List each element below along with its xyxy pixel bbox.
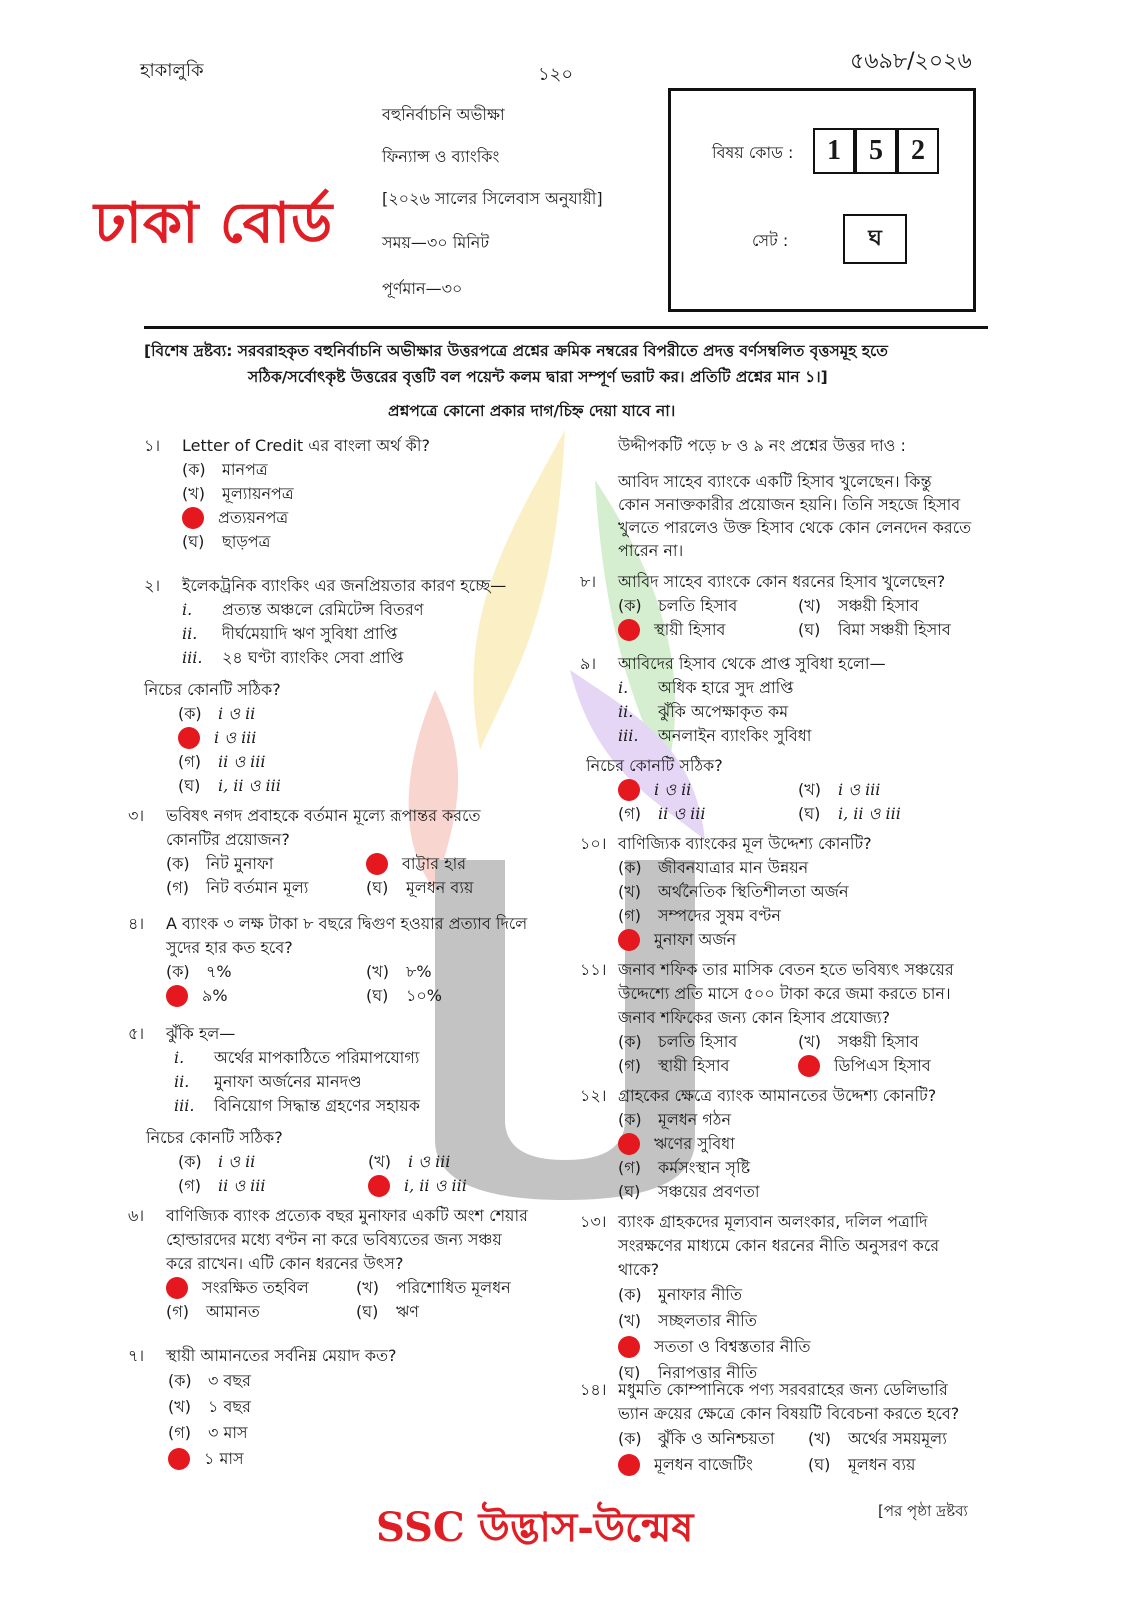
exam-time: সময়—৩০ মিনিট xyxy=(382,233,490,252)
stimulus-line: খুলতে পারলেও উক্ত হিসাব থেকে কোন লেনদেন করতে xyxy=(618,518,972,537)
option-c-selected[interactable]: স্থায়ী হিসাব xyxy=(618,618,798,642)
option-b[interactable]: (খ) সচ্ছলতার নীতি xyxy=(618,1311,757,1330)
question-number: ১১। xyxy=(580,960,607,979)
question-1 xyxy=(144,434,544,554)
question-10 xyxy=(580,832,980,952)
stimulus-block xyxy=(618,434,988,562)
set-value: ঘ xyxy=(843,214,907,264)
filled-answer-mark xyxy=(618,619,640,641)
option-a[interactable]: (ক) চলতি হিসাব xyxy=(618,1032,738,1051)
question-number: ৪। xyxy=(128,914,145,933)
filled-answer-mark xyxy=(168,1448,190,1470)
question-number: ৫। xyxy=(128,1024,145,1043)
question-text: ভবিষৎ নগদ প্রবাহকে বর্তমান মূল্যে রূপান্তর করতে xyxy=(166,806,481,825)
option-d[interactable]: (ঘ) i, ii ও iii xyxy=(178,776,281,795)
question-text: A ব্যাংক ৩ লক্ষ টাকা ৮ বছরে দ্বিগুণ হওয়ার প্রত্যাব দিলে xyxy=(166,914,528,933)
statement-ii: ii. দীর্ঘমেয়াদি ঋণ সুবিধা প্রাপ্তি xyxy=(182,624,398,643)
option-b[interactable]: (খ) সঞ্চয়ী হিসাব xyxy=(798,596,919,615)
option-a[interactable]: (ক) জীবনযাত্রার মান উন্নয়ন xyxy=(618,858,809,877)
header-divider xyxy=(144,326,988,329)
question-number: ১২। xyxy=(580,1086,607,1105)
instruction-line-1: [বিশেষ দ্রষ্টব্য: সরবরাহকৃত বহুনির্বাচনি অভীক্ষার উত্তরপত্রে প্রশ্নের ক্রমিক নম্বরের বিপরীতে প্রদত্ত বর্ণসম্বলিত বৃত্তসমূহ হতে xyxy=(144,342,888,360)
question-text-cont: উদ্দেশ্যে প্রতি মাসে ৫০০ টাকা করে জমা করতে চান। xyxy=(618,984,951,1003)
instruction-line-3: প্রশ্নপত্রে কোনো প্রকার দাগ/চিহ্ন দেয়া যাবে না। xyxy=(388,402,676,420)
question-number: ১৩। xyxy=(580,1212,607,1231)
option-d[interactable]: (ঘ) i, ii ও iii xyxy=(798,804,901,823)
option-b[interactable]: (খ) অর্থের সময়মূল্য xyxy=(808,1429,947,1448)
option-b[interactable]: (খ) i ও iii xyxy=(798,780,881,799)
question-number: ৮। xyxy=(580,572,597,591)
option-a[interactable]: (ক) চলতি হিসাব xyxy=(618,596,738,615)
question-text: আবিদ সাহেব ব্যাংকে কোন ধরনের হিসাব খুলেছেন? xyxy=(618,572,946,591)
subject-code-digit: 1 xyxy=(813,128,855,174)
option-b[interactable]: (খ) পরিশোধিত মূলধন xyxy=(356,1278,511,1297)
option-d-selected[interactable]: ডিপিএস হিসাব xyxy=(798,1054,978,1078)
question-number: ৩। xyxy=(128,806,145,825)
option-b-selected[interactable]: ঋণের সুবিধা xyxy=(618,1132,980,1156)
exam-type: বহুনির্বাচনি অভীক্ষা xyxy=(382,105,505,124)
subject-code-label: বিষয় কোড : xyxy=(712,143,794,162)
filled-answer-mark xyxy=(618,1454,640,1476)
subject-code-box xyxy=(668,88,976,312)
question-2 xyxy=(144,574,544,798)
filled-answer-mark xyxy=(366,853,388,875)
question-text-cont: হোল্ডারদের মধ্যে বণ্টন না করে ভবিষ্যতের জন্য সঞ্চয় xyxy=(166,1230,502,1249)
option-d[interactable]: (ঘ) সঞ্চয়ের প্রবণতা xyxy=(618,1182,760,1201)
option-b[interactable]: (খ) ১ বছর xyxy=(168,1397,251,1416)
footer-brand: SSC উদ্ভাস-উন্মেষ xyxy=(376,1504,694,1551)
question-text: আবিদের হিসাব থেকে প্রাপ্ত সুবিধা হলো— xyxy=(618,654,886,673)
question-text: স্থায়ী আমানতের সর্বনিম্ন মেয়াদ কত? xyxy=(166,1346,397,1365)
option-a-selected[interactable]: সংরক্ষিত তহবিল xyxy=(166,1276,356,1300)
option-a[interactable]: (ক) মুনাফার নীতি xyxy=(618,1285,743,1304)
option-c[interactable]: (গ) আমানত xyxy=(166,1302,260,1321)
question-11 xyxy=(580,958,980,1078)
question-8 xyxy=(580,570,980,642)
filled-answer-mark xyxy=(182,507,204,529)
question-5 xyxy=(128,1022,548,1198)
option-b[interactable]: (খ) মূল্যায়নপত্র xyxy=(182,484,294,503)
option-a[interactable]: (ক) নিট মুনাফা xyxy=(166,854,274,873)
option-b[interactable]: (খ) ৮% xyxy=(366,962,432,981)
question-text: ইলেকট্রনিক ব্যাংকিং এর জনপ্রিয়তার কারণ হচ্ছে— xyxy=(182,576,507,595)
filled-answer-mark xyxy=(166,1277,188,1299)
option-d[interactable]: (ঘ) নিরাপত্তার নীতি xyxy=(618,1363,758,1382)
code-reference: ৫৬৯৮/২০২৬ xyxy=(850,49,972,74)
option-b[interactable]: (খ) সঞ্চয়ী হিসাব xyxy=(798,1032,919,1051)
statement-ii: ii. মুনাফা অর্জনের মানদণ্ড xyxy=(174,1072,362,1091)
next-page-note: [পর পৃষ্ঠা দ্রষ্টব্য xyxy=(878,1502,968,1520)
option-b-selected[interactable]: বাট্টার হার xyxy=(366,852,566,876)
which-correct: নিচের কোনটি সঠিক? xyxy=(146,1128,283,1147)
full-marks: পূর্ণমান—৩০ xyxy=(382,279,463,298)
statement-iii: iii. বিনিয়োগ সিদ্ধান্ত গ্রহণের সহায়ক xyxy=(174,1096,420,1115)
stimulus-line: কোন সনাক্তকারীর প্রয়োজন হয়নি। তিনি সহজে হিসাব xyxy=(618,495,961,514)
option-a[interactable]: (ক) ৭% xyxy=(166,962,232,981)
option-a[interactable]: (ক) i ও ii xyxy=(178,704,256,723)
subject-code-digit: 2 xyxy=(897,128,939,174)
question-number: ৬। xyxy=(128,1206,145,1225)
filled-answer-mark xyxy=(798,1055,820,1077)
option-a[interactable]: (ক) i ও ii xyxy=(178,1152,256,1171)
question-text: ব্যাংক গ্রাহকদের মূল্যবান অলংকার, দলিল পত্রাদি xyxy=(618,1212,928,1231)
board-name: ঢাকা বোর্ড xyxy=(94,190,334,256)
option-c-selected[interactable]: মূলধন বাজেটিং xyxy=(618,1452,808,1478)
option-d-selected[interactable]: মুনাফা অর্জন xyxy=(618,928,980,952)
filled-answer-mark xyxy=(368,1175,390,1197)
option-c[interactable]: (গ) ৩ মাস xyxy=(168,1423,248,1442)
filled-answer-mark xyxy=(618,779,640,801)
question-text: Letter of Credit এর বাংলা অর্থ কী? xyxy=(182,436,430,455)
option-c[interactable]: (গ) স্থায়ী হিসাব xyxy=(618,1056,730,1075)
question-text-cont: সুদের হার কত হবে? xyxy=(166,938,293,957)
which-correct: নিচের কোনটি সঠিক? xyxy=(144,680,281,699)
which-correct: নিচের কোনটি সঠিক? xyxy=(586,756,723,775)
option-a[interactable]: (ক) ঝুঁকি ও অনিশ্চয়তা xyxy=(618,1429,775,1448)
option-b[interactable]: (খ) অর্থনৈতিক স্থিতিশীলতা অর্জন xyxy=(618,882,849,901)
question-13 xyxy=(580,1210,980,1386)
question-text: জনাব শফিক তার মাসিক বেতন হতে ভবিষ্যৎ সঞ্চয়ের xyxy=(618,960,954,979)
question-number: ১। xyxy=(144,436,161,455)
option-d[interactable]: (ঘ) ঋণ xyxy=(356,1302,419,1321)
question-number: ১০। xyxy=(580,834,607,853)
question-number: ১৪। xyxy=(580,1380,607,1399)
question-text: বাণিজ্যিক ব্যাংক প্রত্যেক বছর মুনাফার একটি অংশ শেয়ার xyxy=(166,1206,528,1225)
question-text-cont: সংরক্ষণের মাধ্যমে কোন ধরনের নীতি অনুসরণ করে থাকে? xyxy=(618,1236,940,1279)
option-a[interactable]: (ক) ৩ বছর xyxy=(168,1371,251,1390)
stimulus-line: পারেন না। xyxy=(618,541,684,560)
question-7 xyxy=(128,1344,548,1472)
option-a[interactable]: (ক) মানপত্র xyxy=(182,460,268,479)
option-a[interactable]: (ক) মূলধন গঠন xyxy=(618,1110,731,1129)
syllabus-note: [২০২৬ সালের সিলেবাস অনুযায়ী] xyxy=(382,189,603,208)
question-9 xyxy=(580,652,980,826)
subject-title: ফিন্যান্স ও ব্যাংকিং xyxy=(382,147,500,166)
option-a-selected[interactable]: i ও ii xyxy=(618,778,798,802)
statement-ii: ii. ঝুঁকি অপেক্ষাকৃত কম xyxy=(618,702,789,721)
question-text-cont: কোনটির প্রয়োজন? xyxy=(166,830,290,849)
option-c[interactable]: (গ) ii ও iii xyxy=(178,752,266,771)
stimulus-line: আবিদ সাহেব ব্যাংকে একটি হিসাব খুলেছেন। কিন্তু xyxy=(618,472,932,491)
question-text: মধুমতি কোম্পানিকে পণ্য সরবরাহের জন্য ডেলিভারি xyxy=(618,1380,948,1399)
page-number: ১২০ xyxy=(538,64,574,85)
statement-iii: iii. ২৪ ঘণ্টা ব্যাংকিং সেবা প্রাপ্তি xyxy=(182,648,404,667)
option-d[interactable]: (ঘ) মূলধন ব্যয় xyxy=(808,1455,916,1474)
question-text-cont: ভ্যান ক্রয়ের ক্ষেত্রে কোন বিষয়টি বিবেচনা করতে হবে? xyxy=(618,1404,960,1423)
filled-answer-mark xyxy=(178,727,200,749)
option-d[interactable]: (ঘ) মূলধন ব্যয় xyxy=(366,878,474,897)
subject-code-digit: 5 xyxy=(855,128,897,174)
option-c[interactable]: (গ) ii ও iii xyxy=(618,804,706,823)
filled-answer-mark xyxy=(166,985,188,1007)
question-text: গ্রাহকের ক্ষেত্রে ব্যাংক আমানতের উদ্দেশ্য কোনটি? xyxy=(618,1086,937,1105)
option-b-selected[interactable]: i ও iii xyxy=(178,726,544,750)
question-number: ২। xyxy=(144,576,161,595)
instruction-line-2: সঠিক/সর্বোৎকৃষ্ট উত্তরের বৃত্তটি বল পয়েন্ট কলম দ্বারা সম্পূর্ণ ভরাট কর। প্রতিটি প্রশ্নের মান ১।] xyxy=(248,368,828,386)
filled-answer-mark xyxy=(618,929,640,951)
option-c-selected[interactable]: প্রত্যয়নপত্র xyxy=(182,506,544,530)
stimulus-intro: উদ্দীপকটি পড়ে ৮ ও ৯ নং প্রশ্নের উত্তর দাও : xyxy=(618,436,906,455)
question-12 xyxy=(580,1084,980,1204)
option-c-selected[interactable]: সততা ও বিশ্বস্ততার নীতি xyxy=(618,1334,980,1360)
option-c[interactable]: (গ) কর্মসংস্থান সৃষ্টি xyxy=(618,1158,751,1177)
option-d[interactable]: (ঘ) ১০% xyxy=(366,986,442,1005)
option-d-selected[interactable]: i, ii ও iii xyxy=(368,1174,558,1198)
option-b[interactable]: (খ) i ও iii xyxy=(368,1152,451,1171)
option-d[interactable]: (ঘ) ছাড়পত্র xyxy=(182,532,271,551)
question-4 xyxy=(128,912,548,1008)
statement-iii: iii. অনলাইন ব্যাংকিং সুবিধা xyxy=(618,726,812,745)
question-text-cont: জনাব শফিকের জন্য কোন হিসাব প্রযোজ্য? xyxy=(618,1008,891,1027)
header-left-label: হাকালুকি xyxy=(140,60,204,81)
statement-i: i. অর্থের মাপকাঠিতে পরিমাপযোগ্য xyxy=(174,1048,420,1067)
question-text-cont: করে রাখেন। এটি কোন ধরনের উৎস? xyxy=(166,1254,404,1273)
question-14 xyxy=(580,1378,980,1478)
filled-answer-mark xyxy=(618,1133,640,1155)
option-c[interactable]: (গ) নিট বর্তমান মূল্য xyxy=(166,878,309,897)
set-label: সেট : xyxy=(752,231,789,250)
statement-i: i. অধিক হারে সুদ প্রাপ্তি xyxy=(618,678,794,697)
question-6 xyxy=(128,1204,548,1324)
question-number: ৯। xyxy=(580,654,597,673)
option-d[interactable]: (ঘ) বিমা সঞ্চয়ী হিসাব xyxy=(798,620,951,639)
option-c[interactable]: (গ) সম্পদের সুষম বণ্টন xyxy=(618,906,781,925)
statement-i: i. প্রত্যন্ত অঞ্চলে রেমিটেন্স বিতরণ xyxy=(182,600,424,619)
question-number: ৭। xyxy=(128,1346,145,1365)
option-d-selected[interactable]: ১ মাস xyxy=(168,1446,548,1472)
option-c-selected[interactable]: ৯% xyxy=(166,984,366,1008)
question-3 xyxy=(128,804,548,900)
option-c[interactable]: (গ) ii ও iii xyxy=(178,1176,266,1195)
filled-answer-mark xyxy=(618,1336,640,1358)
question-text: বাণিজ্যিক ব্যাংকের মূল উদ্দেশ্য কোনটি? xyxy=(618,834,872,853)
question-text: ঝুঁকি হল— xyxy=(166,1024,236,1043)
